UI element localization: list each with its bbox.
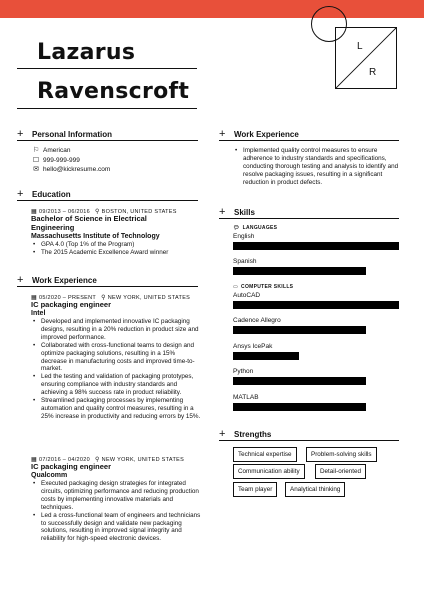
phone-row xyxy=(31,156,80,164)
monogram-right-letter: R xyxy=(369,67,377,78)
skill-bar-fill xyxy=(233,326,366,334)
first-name: Lazarus xyxy=(37,40,136,65)
skill-bar xyxy=(233,326,399,334)
languages-subheading xyxy=(233,225,277,231)
plus-icon: + xyxy=(219,428,226,440)
education-location: BOSTON, UNITED STATES xyxy=(101,208,177,215)
strength-tag: Detail-oriented xyxy=(315,464,366,479)
skill-bar xyxy=(233,301,399,309)
skill-name: Python xyxy=(233,368,254,375)
location-pin-icon: ⚲ xyxy=(94,209,100,215)
job-location: NEW YORK, UNITED STATES xyxy=(101,456,185,463)
list-item: • Implemented quality control measures to ensure adherence to industry standards and specifications, conducting thorough testing and analysis to identify and resolve packaging issues, resulting in a significant reduction in product defects. xyxy=(233,147,403,187)
skill-name: AutoCAD xyxy=(233,292,261,299)
skill-name: Ansys IcePak xyxy=(233,343,273,350)
job-dates: 05/2020 – PRESENT xyxy=(38,294,97,301)
skill-name: English xyxy=(233,233,255,240)
languages-label: LANGUAGES xyxy=(242,225,278,231)
list-item: • Collaborated with cross-functional teams to design and optimize packaging solutions, resulting in a 15% decrease in manufacturing costs and improved time-to-market. xyxy=(31,342,202,374)
skill-name: Spanish xyxy=(233,258,257,265)
monogram-box xyxy=(335,27,397,89)
list-item: • Led a cross-functional team of engineers and technicians to successfully design and validate new packaging solutions, resulting in improved signal integrity and reliability for high-speed electronic devices. xyxy=(31,512,202,544)
section-divider xyxy=(17,200,198,201)
personal-section-heading xyxy=(17,128,112,140)
flag-icon: ⚐ xyxy=(32,147,40,154)
degree-line-1: Bachelor of Science in Electrical xyxy=(31,214,147,223)
degree-line-2: Engineering xyxy=(31,223,75,232)
skill-bar xyxy=(233,242,399,250)
skill-bar xyxy=(233,267,399,275)
job-title: IC packaging engineer xyxy=(31,462,112,471)
section-divider xyxy=(17,286,198,287)
email-row xyxy=(31,165,110,173)
job-bullets xyxy=(31,318,202,421)
accent-top-bar xyxy=(0,0,424,18)
calendar-icon: ▦ xyxy=(31,295,37,301)
work-section-heading xyxy=(17,274,97,286)
strength-tag: Analytical thinking xyxy=(285,482,345,497)
plus-icon: + xyxy=(219,128,226,140)
skills-section-heading xyxy=(219,206,255,218)
company-name: Qualcomm xyxy=(31,472,68,479)
education-bullets xyxy=(31,241,201,257)
phone: 999-999-999 xyxy=(43,156,80,164)
job-bullets xyxy=(31,480,202,543)
job-title: IC packaging engineer xyxy=(31,300,112,309)
work-continued-bullets xyxy=(233,147,403,187)
plus-icon: + xyxy=(219,206,226,218)
education-dates: 09/2013 – 06/2016 xyxy=(38,208,90,215)
nationality-row xyxy=(31,146,70,154)
list-item: • Streamlined packaging processes by implementing automation and quality control measures, resulting in a 25% increase in productivity and reducing errors by 15%. xyxy=(31,397,202,421)
nationality: American xyxy=(43,146,71,154)
computer-skills-subheading xyxy=(233,284,293,290)
job-location: NEW YORK, UNITED STATES xyxy=(107,294,191,301)
speech-bubble-icon: 💬︎ xyxy=(233,225,240,231)
monitor-icon: ▭ xyxy=(233,284,239,290)
list-item: • GPA 4.0 (Top 1% of the Program) xyxy=(31,241,201,249)
section-divider xyxy=(17,140,198,141)
skill-bar-fill xyxy=(233,377,366,385)
skill-name: MATLAB xyxy=(233,394,259,401)
skill-bar-fill xyxy=(233,267,366,275)
strength-tag: Technical expertise xyxy=(233,447,297,462)
section-divider xyxy=(219,140,399,141)
computer-skills-label: COMPUTER SKILLS xyxy=(241,284,294,290)
skill-bar-fill xyxy=(233,301,399,309)
school-name: Massachusetts Institute of Technology xyxy=(31,233,160,240)
education-section-heading xyxy=(17,188,71,200)
strength-tag: Problem-solving skills xyxy=(306,447,377,462)
phone-icon: ☐ xyxy=(32,157,40,164)
education-heading-label: Education xyxy=(32,189,71,199)
monogram-left-letter: L xyxy=(357,41,363,52)
name-divider xyxy=(17,68,197,69)
job-dates: 07/2016 – 04/2020 xyxy=(38,456,90,463)
work-continued-heading-label: Work Experience xyxy=(234,129,299,139)
list-item: • Led the testing and validation of packaging prototypes, ensuring compliance with industry standards and achieving a 98% success rate in product reliability. xyxy=(31,373,202,397)
monogram-diagonal xyxy=(336,28,396,88)
skill-bar xyxy=(233,403,399,411)
section-divider xyxy=(219,218,399,219)
last-name: Ravenscroft xyxy=(37,79,190,104)
strength-tag: Communication ability xyxy=(233,464,305,479)
email-icon: ✉ xyxy=(33,166,39,173)
plus-icon: + xyxy=(17,128,24,140)
skill-name: Cadence Allegro xyxy=(233,317,281,324)
calendar-icon: ▦ xyxy=(31,457,37,463)
plus-icon: + xyxy=(17,188,24,200)
calendar-icon: ▦ xyxy=(31,209,37,215)
work-heading-label: Work Experience xyxy=(32,275,97,285)
work-continued-section-heading xyxy=(219,128,299,140)
location-pin-icon: ⚲ xyxy=(94,457,100,463)
strength-tag: Team player xyxy=(233,482,277,497)
list-item: • Developed and implemented innovative IC packaging designs, resulting in a 20% reduction in product size and improved performance. xyxy=(31,318,202,342)
skills-heading-label: Skills xyxy=(234,207,255,217)
strengths-section-heading xyxy=(219,428,271,440)
plus-icon: + xyxy=(17,274,24,286)
personal-heading-label: Personal Information xyxy=(32,129,113,139)
skill-bar-fill xyxy=(233,352,299,360)
strengths-heading-label: Strengths xyxy=(234,429,272,439)
email[interactable]: hello@kickresume.com xyxy=(43,165,111,173)
list-item: • The 2015 Academic Excellence Award winner xyxy=(31,249,201,257)
skill-bar-fill xyxy=(233,403,366,411)
skill-bar-fill xyxy=(233,242,399,250)
section-divider xyxy=(219,440,399,441)
company-name: Intel xyxy=(31,310,46,317)
location-pin-icon: ⚲ xyxy=(101,295,106,301)
list-item: • Executed packaging design strategies for integrated circuits, optimizing performance and reducing production costs by implementing innovative materials and techniques. xyxy=(31,480,202,512)
skill-bar xyxy=(233,352,399,360)
skill-bar xyxy=(233,377,399,385)
name-divider xyxy=(17,108,197,109)
